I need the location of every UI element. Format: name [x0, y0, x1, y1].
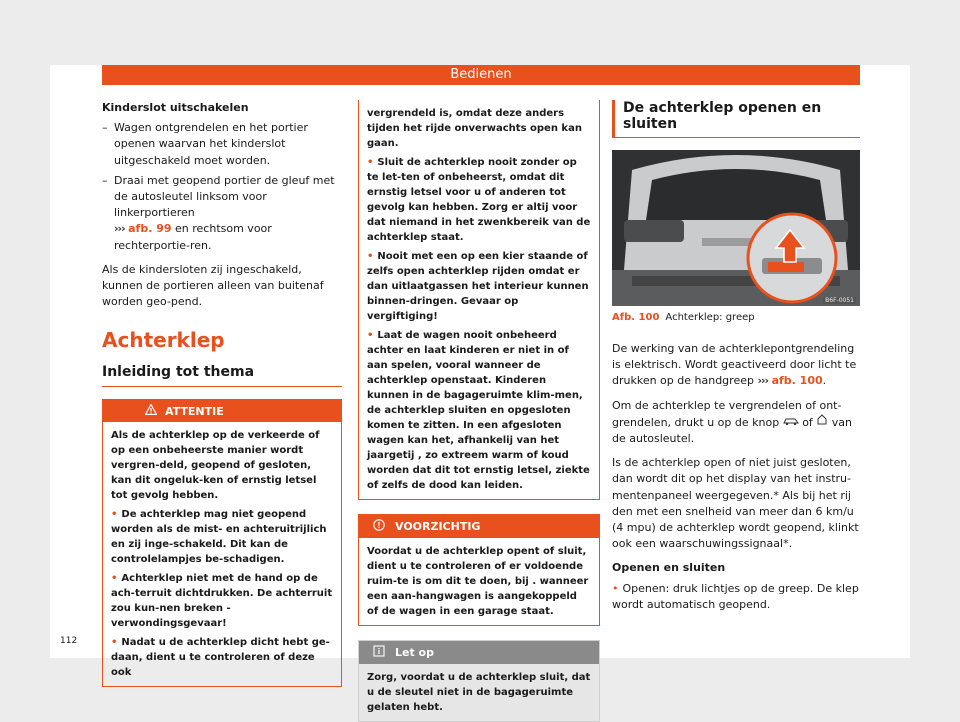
- caution-text: Voordat u de achterklep opent of sluit, dient u te controleren of er voldoende ruim-te is om dit te doen, bij . wanneer een aan-hangwagen is aangekoppeld of de wagen in een garage staat.: [367, 546, 589, 617]
- column-3: [612, 100, 860, 613]
- note-header: [359, 641, 599, 664]
- figure-link-100[interactable]: afb. 100: [771, 374, 823, 388]
- figure-link-99[interactable]: afb. 99: [128, 222, 172, 236]
- caution-box: [358, 514, 600, 626]
- paragraph-kindersloten: Als de kindersloten zij ingeschakeld, kunnen de portieren alleen van buitenaf worden geo-pend.: [102, 262, 324, 309]
- paragraph-werking: De werking van de achterklepontgrendeling is elektrisch. Wordt geactiveerd door licht te drukken op de handgreep ››› afb. 100.: [612, 342, 857, 388]
- info-circle-icon: [373, 519, 385, 534]
- trunk-icon: [816, 416, 828, 429]
- caution-header: [359, 515, 599, 538]
- warning-header: [103, 400, 341, 422]
- ref-arrow: ›››: [114, 222, 125, 236]
- warning-bullet: • De achterklep mag niet geopend worden als de mist- en achteruitrijlich en zij inge-schakeld. Dit kan de controlelampjes be-schadigen.: [111, 509, 327, 566]
- paragraph-knop: Om de achterklep te vergrendelen of ont-grendelen, drukt u op de knop of van de autosleutel.: [612, 398, 853, 446]
- warning-continued-body: [359, 100, 599, 499]
- column-2: [358, 100, 600, 722]
- warning-box: [102, 399, 342, 687]
- note-body: [359, 664, 599, 721]
- section-title: Achterklep: [102, 328, 225, 353]
- tailgate-illustration: [612, 150, 860, 306]
- warning-bullet: • Sluit de achterklep nooit zonder op te let-ten of onbeheerst, omdat dit ernstig letsel voor u of anderen tot gevolg kan hebben. Zorg er altij voor dat niemand in het zwenkbereik van de achterklep staat.: [367, 157, 591, 243]
- warning-box-continued: [358, 100, 600, 500]
- warning-body: [103, 422, 341, 686]
- warning-continued-text: vergrendeld is, omdat deze anders tijden het rijde onverwachts open kan gaan.: [367, 108, 582, 149]
- note-text: Zorg, voordat u de achterklep sluit, dat u de sleutel niet in de bagageruimte gelaten hebt.: [367, 672, 591, 713]
- heading-kinderslot: Kinderslot uitschakelen: [102, 101, 249, 114]
- warning-bullet: • Nadat u de achterklep dicht hebt ge-daan, dient u te controleren of deze ook: [111, 637, 330, 679]
- paragraph-display: Is de achterklep open of niet juist gesloten, dan wordt dit op het display van het instru-mentenpaneel weergegeven.* Als bij het rij den met een snelheid van meer dan 6 km/u (4 mpu) de achterklep wordt geopend, klinkt ook een waarschuwingssignaal*.: [612, 456, 859, 551]
- step-2: – Draai met geopend portier de gleuf met de autosleutel linksom voor linkerportieren ››› afb. 99 en rechtsom voor rechterportie-ren.: [102, 173, 335, 252]
- bullet-openen: • Openen: druk lichtjes op de greep. De klep wordt automatisch geopend.: [612, 581, 859, 611]
- page-header: Bedienen: [102, 65, 860, 85]
- page-number: 112: [60, 636, 78, 646]
- caution-body: [359, 538, 599, 625]
- subsection-title: Inleiding tot thema: [102, 364, 342, 387]
- subheading-openen: Openen en sluiten: [612, 561, 726, 575]
- note-icon: [373, 645, 385, 660]
- warning-triangle-icon: [145, 404, 157, 418]
- step-1: – Wagen ontgrendelen en het portier openen waarvan het kinderslot uitgeschakeld moet worden.: [102, 121, 308, 167]
- note-box: [358, 640, 600, 722]
- figure-tailgate: [612, 150, 860, 306]
- warning-bullet: • Nooit met een op een kier staande of zelfs open achterklep rijden omdat er dan uitlaatgassen het interieur kunnen binnen-dringen. Gevaar op vergiftiging!: [367, 251, 589, 322]
- figure-caption: Afb. 100 Achterklep: greep: [612, 312, 755, 323]
- warning-title: ATTENTIE: [165, 404, 224, 418]
- column-1: [102, 100, 342, 687]
- warning-bullet: • Laat de wagen nooit onbeheerd achter en laat kinderen er niet in of aan spelen, vooral wanneer de achterklep openstaat. Kinderen kunnen in de bagageruimte klim-men, de achterklep sluiten en opgesloten komen te zitten. In een afgesloten wagen kan het, afhankelij van het jaargetij , zo extreem warm of koud worden dat dit tot ernstig letsel, ziekte of zelfs de dood kan leiden.: [367, 330, 590, 491]
- figure-code: B6F-0051: [825, 297, 854, 304]
- section-heading-achterklep: De achterklep openen en sluiten: [612, 100, 860, 138]
- car-unlock-icon: [783, 416, 799, 429]
- warning-intro: Als de achterklep op de verkeerde of op een onbeheerste manier wordt vergren-deld, geopend of gesloten, kan dit ongeluk-ken of ernstig letsel tot gevolg hebben.: [111, 430, 320, 502]
- caution-title: VOORZICHTIG: [395, 520, 481, 533]
- note-title: Let op: [395, 646, 434, 659]
- warning-bullet: • Achterklep niet met de hand op de ach-terruit dichtdrukken. De achterruit zou kun-nen breken - verwondingsgevaar!: [111, 573, 333, 630]
